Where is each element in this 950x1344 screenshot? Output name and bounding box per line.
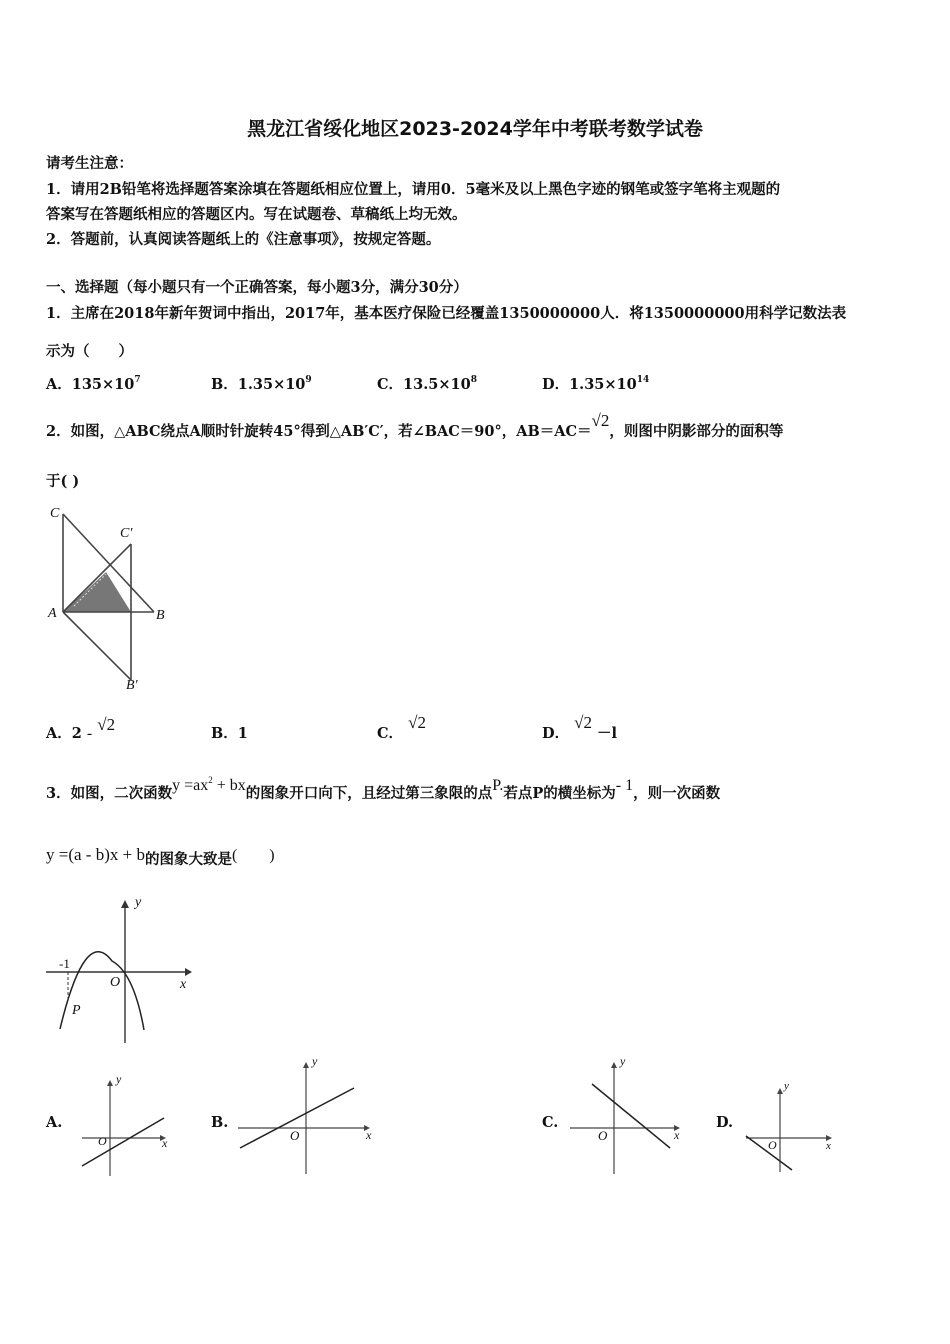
q3-func2: y =(a - b)x + b <box>46 845 145 864</box>
label-o: O <box>598 1128 608 1143</box>
q2-option-a-minus: - <box>86 725 93 742</box>
q3-func1 <box>172 777 246 794</box>
question-3-text-cont <box>46 846 275 869</box>
y-axis-arrow <box>303 1062 309 1068</box>
q1-option-b-label: B．1.35×10 <box>211 376 306 393</box>
x-axis-arrow <box>185 968 192 976</box>
y-axis-arrow <box>121 900 129 908</box>
question-3-text <box>46 775 721 803</box>
q1-option-c-exp: 8 <box>470 375 477 385</box>
q3-part5: 的图象大致是 <box>144 851 232 868</box>
q2-option-d[interactable] <box>542 713 618 743</box>
q1-option-c-label: C．13.5×10 <box>377 376 471 393</box>
q3-option-b-graph <box>236 1052 381 1177</box>
q3-option-d-label[interactable]: D. <box>716 1114 734 1131</box>
q1-option-d-exp: 14 <box>636 375 650 385</box>
q2-text-b: ，则图中阴影部分的面积等 <box>609 423 784 440</box>
q3-option-c-graph <box>566 1052 696 1177</box>
q1-option-d-label: D．1.35×10 <box>542 376 637 393</box>
label-x: x <box>180 977 187 992</box>
q1-option-a-label: A．135×10 <box>46 376 135 393</box>
q1-option-d[interactable] <box>542 373 649 394</box>
label-y: y <box>620 1054 626 1068</box>
label-x: x <box>366 1128 372 1142</box>
q1-option-b[interactable] <box>211 373 312 394</box>
label-o: O <box>768 1138 777 1152</box>
q2-triangle-diagram <box>44 502 184 702</box>
label-c-prime: C′ <box>120 526 133 541</box>
label-y: y <box>116 1072 122 1086</box>
y-axis-arrow <box>107 1080 113 1086</box>
notice-heading: 请考生注意： <box>46 155 133 172</box>
q3-option-d-svg <box>742 1080 842 1175</box>
q2-option-a-label: A．2 <box>46 725 82 742</box>
q3-part1: 3．如图，二次函数 <box>46 785 173 802</box>
q3-option-a-svg <box>74 1068 174 1180</box>
label-x: x <box>162 1136 168 1150</box>
y-axis-arrow <box>611 1062 617 1068</box>
line-graph <box>82 1118 164 1166</box>
y-axis-arrow <box>777 1088 783 1094</box>
notice-line-2: 答案写在答题纸相应的答题区内。写在试题卷、草稿纸上均无效。 <box>46 206 467 223</box>
q2-option-c-sqrt: √2 <box>408 713 426 732</box>
q2-sqrt2: √2 <box>591 411 610 430</box>
q2-option-d-rest: －l <box>597 725 618 742</box>
label-o: O <box>98 1134 107 1148</box>
notice-line-1: 1．请用2B铅笔将选择题答案涂填在答题纸相应位置上，请用0．5毫米及以上黑色字迹的钢笔或签字笔将主观题的 <box>46 181 781 198</box>
q3-paren: ( ) <box>231 847 275 864</box>
q1-option-b-exp: 9 <box>305 375 312 385</box>
segment-ab-prime <box>63 612 131 680</box>
label-o: O <box>110 975 121 990</box>
q2-option-c-label: C． <box>377 725 404 742</box>
q1-option-a[interactable] <box>46 373 141 394</box>
label-x: x <box>674 1128 680 1142</box>
q3-point: P. <box>492 777 504 794</box>
q1-option-c[interactable] <box>377 373 477 394</box>
q3-option-b-label[interactable]: B. <box>211 1114 229 1131</box>
label-y: y <box>784 1080 789 1092</box>
question-2-text-cont: 于( ) <box>46 473 80 490</box>
q3-part2: 的图象开口向下，且经过第三象限的点 <box>245 785 493 802</box>
section-heading: 一、选择题（每小题只有一个正确答案，每小题3分，满分30分） <box>46 279 468 296</box>
q3-part4: ，则一次函数 <box>633 785 721 802</box>
label-neg1: -1 <box>59 956 70 971</box>
label-b-prime: B′ <box>126 678 138 693</box>
label-p: P <box>72 1003 81 1018</box>
label-o: O <box>290 1128 300 1143</box>
label-c: C <box>50 506 60 521</box>
q3-func1-rest: + bx <box>212 777 246 794</box>
q3-option-a-graph <box>74 1068 174 1180</box>
q3-func1-main: y =ax <box>172 777 209 794</box>
page-title: 黑龙江省绥化地区2023-2024学年中考联考数学试卷 <box>247 118 703 140</box>
label-a: A <box>48 606 57 621</box>
q3-option-c-label[interactable]: C. <box>542 1114 559 1131</box>
q2-option-b[interactable]: B．1 <box>211 725 248 742</box>
q3-option-d-graph <box>742 1080 842 1175</box>
q3-func1-exp: 2 <box>208 775 213 785</box>
question-1-text-cont: 示为（ ） <box>46 343 133 360</box>
q3-option-c-svg <box>566 1052 696 1177</box>
q2-option-a[interactable] <box>46 715 116 743</box>
q1-option-a-exp: 7 <box>134 375 141 385</box>
q3-minus-one: - 1 <box>615 777 634 794</box>
q3-part3: 若点P的横坐标为 <box>503 785 616 802</box>
q2-option-d-sqrt: √2 <box>574 713 592 732</box>
label-x: x <box>826 1140 831 1152</box>
q2-option-a-sqrt: √2 <box>97 715 116 734</box>
label-y: y <box>135 895 142 910</box>
question-2-text <box>46 411 784 441</box>
q3-option-a-label[interactable]: A. <box>46 1114 63 1131</box>
q3-parabola-figure <box>42 895 202 1050</box>
q2-text-a: 2．如图，△ABC绕点A顺时针旋转45°得到△AB′C′，若∠BAC＝90°，AB＝AC＝ <box>46 423 592 440</box>
label-b: B <box>156 608 165 623</box>
q2-option-d-label: D． <box>542 725 570 742</box>
q3-parabola-svg <box>42 895 202 1050</box>
notice-line-3: 2．答题前，认真阅读答题纸上的《注意事项》，按规定答题。 <box>46 231 441 248</box>
q3-option-b-svg <box>236 1052 381 1177</box>
label-y: y <box>312 1054 318 1068</box>
q2-figure <box>44 502 184 702</box>
q2-option-c[interactable] <box>377 713 426 743</box>
question-1-text: 1．主席在2018年新年贺词中指出，2017年，基本医疗保险已经覆盖1350000000人．将1350000000用科学记数法表 <box>46 305 847 322</box>
